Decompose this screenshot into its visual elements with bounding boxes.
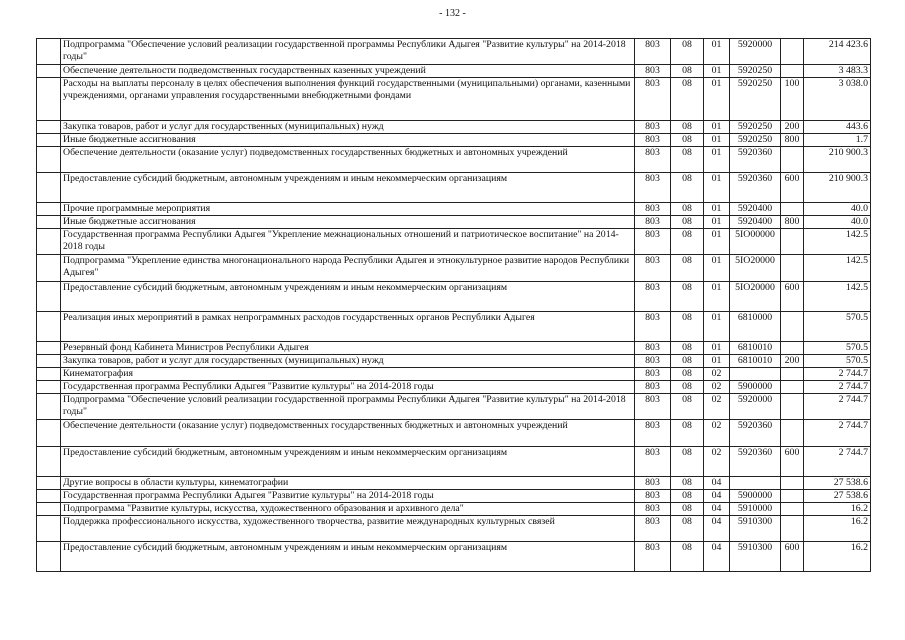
target-article-cell: 6810010 [730,342,781,355]
subsection-code-cell: 01 [704,282,730,312]
expense-type-cell [781,39,804,65]
subsection-code-cell: 02 [704,394,730,420]
row-margin-cell [37,229,61,255]
row-margin-cell [37,381,61,394]
expense-type-cell [781,147,804,173]
section-code-cell: 08 [671,312,704,342]
expense-name-cell: Иные бюджетные ассигнования [61,134,635,147]
subsection-code-cell: 02 [704,420,730,447]
section-code-cell: 08 [671,203,704,216]
amount-cell: 3 038.0 [804,78,871,121]
row-margin-cell [37,216,61,229]
table-row [37,312,871,342]
section-code-cell: 08 [671,342,704,355]
expense-type-cell: 800 [781,216,804,229]
amount-cell: 570.5 [804,355,871,368]
expense-type-cell [781,368,804,381]
amount-cell: 1.7 [804,134,871,147]
department-code-cell: 803 [635,65,671,78]
section-code-cell: 08 [671,147,704,173]
expense-type-cell [781,255,804,282]
expense-type-cell: 600 [781,542,804,572]
budget-table [36,38,871,572]
target-article-cell: 5920360 [730,420,781,447]
expense-name-cell: Кинематография [61,368,635,381]
table-row [37,65,871,78]
table-row [37,173,871,203]
target-article-cell: 5900000 [730,490,781,503]
expense-type-cell [781,420,804,447]
department-code-cell: 803 [635,147,671,173]
table-row [37,394,871,420]
row-margin-cell [37,490,61,503]
section-code-cell: 08 [671,216,704,229]
amount-cell: 443.6 [804,121,871,134]
target-article-cell: 5900000 [730,381,781,394]
expense-name-cell: Предоставление субсидий бюджетным, автономным учреждениям и иным некоммерческим организациям [61,542,635,572]
row-margin-cell [37,78,61,121]
expense-type-cell: 200 [781,121,804,134]
target-article-cell: 5910300 [730,516,781,542]
row-margin-cell [37,39,61,65]
section-code-cell: 08 [671,477,704,490]
subsection-code-cell: 01 [704,65,730,78]
expense-type-cell: 200 [781,355,804,368]
amount-cell: 570.5 [804,342,871,355]
amount-cell: 210 900.3 [804,173,871,203]
subsection-code-cell: 02 [704,447,730,477]
department-code-cell: 803 [635,420,671,447]
amount-cell: 27 538.6 [804,477,871,490]
section-code-cell: 08 [671,503,704,516]
expense-type-cell [781,381,804,394]
row-margin-cell [37,542,61,572]
department-code-cell: 803 [635,121,671,134]
amount-cell: 16.2 [804,542,871,572]
subsection-code-cell: 04 [704,490,730,503]
row-margin-cell [37,312,61,342]
subsection-code-cell: 04 [704,542,730,572]
amount-cell: 3 483.3 [804,65,871,78]
target-article-cell: 5IO20000 [730,282,781,312]
subsection-code-cell: 01 [704,147,730,173]
table-row [37,78,871,121]
amount-cell: 40.0 [804,203,871,216]
subsection-code-cell: 01 [704,342,730,355]
department-code-cell: 803 [635,39,671,65]
expense-name-cell: Обеспечение деятельности (оказание услуг) подведомственных государственных бюджетных и автономных учреждений [61,147,635,173]
expense-type-cell [781,516,804,542]
target-article-cell: 5910000 [730,503,781,516]
expense-name-cell: Закупка товаров, работ и услуг для государственных (муниципальных) нужд [61,355,635,368]
table-row [37,516,871,542]
row-margin-cell [37,147,61,173]
section-code-cell: 08 [671,282,704,312]
table-row [37,490,871,503]
row-margin-cell [37,65,61,78]
target-article-cell [730,368,781,381]
target-article-cell: 5920000 [730,394,781,420]
row-margin-cell [37,368,61,381]
expense-name-cell: Подпрограмма "Обеспечение условий реализации государственной программы Республики Адыгея "Развитие культуры" на 2014-2018 годы" [61,394,635,420]
expense-name-cell: Иные бюджетные ассигнования [61,216,635,229]
section-code-cell: 08 [671,381,704,394]
section-code-cell: 08 [671,394,704,420]
target-article-cell: 5920250 [730,65,781,78]
expense-type-cell: 600 [781,173,804,203]
table-row [37,381,871,394]
target-article-cell: 5920250 [730,121,781,134]
table-row [37,420,871,447]
row-margin-cell [37,447,61,477]
department-code-cell: 803 [635,394,671,420]
target-article-cell: 5920360 [730,147,781,173]
table-row [37,229,871,255]
target-article-cell: 5IO00000 [730,229,781,255]
target-article-cell: 5IO20000 [730,255,781,282]
table-row [37,342,871,355]
row-margin-cell [37,394,61,420]
section-code-cell: 08 [671,420,704,447]
table-row [37,39,871,65]
section-code-cell: 08 [671,447,704,477]
row-margin-cell [37,342,61,355]
target-article-cell: 5920400 [730,203,781,216]
subsection-code-cell: 04 [704,503,730,516]
expense-type-cell [781,65,804,78]
department-code-cell: 803 [635,516,671,542]
department-code-cell: 803 [635,490,671,503]
amount-cell: 2 744.7 [804,368,871,381]
target-article-cell [730,477,781,490]
expense-name-cell: Подпрограмма "Укрепление единства многонационального народа Республики Адыгея и этнокультурное развитие народов Республики Адыгея" [61,255,635,282]
department-code-cell: 803 [635,542,671,572]
subsection-code-cell: 01 [704,255,730,282]
department-code-cell: 803 [635,477,671,490]
section-code-cell: 08 [671,542,704,572]
section-code-cell: 08 [671,255,704,282]
department-code-cell: 803 [635,381,671,394]
expense-name-cell: Другие вопросы в области культуры, кинематографии [61,477,635,490]
expense-type-cell: 100 [781,78,804,121]
subsection-code-cell: 01 [704,173,730,203]
department-code-cell: 803 [635,355,671,368]
page-number: - 132 - [439,8,466,19]
subsection-code-cell: 01 [704,121,730,134]
department-code-cell: 803 [635,78,671,121]
amount-cell: 570.5 [804,312,871,342]
amount-cell: 16.2 [804,503,871,516]
expense-name-cell: Предоставление субсидий бюджетным, автономным учреждениям и иным некоммерческим организациям [61,282,635,312]
amount-cell: 2 744.7 [804,447,871,477]
row-margin-cell [37,355,61,368]
table-row [37,477,871,490]
section-code-cell: 08 [671,39,704,65]
table-row [37,203,871,216]
table-row [37,542,871,572]
department-code-cell: 803 [635,342,671,355]
expense-name-cell: Расходы на выплаты персоналу в целях обеспечения выполнения функций государственными (муниципальными) органами, казенными учреждениями, органами управления государственными внебюджетными фондами [61,78,635,121]
target-article-cell: 6810010 [730,355,781,368]
table-row [37,255,871,282]
amount-cell: 27 538.6 [804,490,871,503]
expense-type-cell [781,503,804,516]
subsection-code-cell: 01 [704,39,730,65]
expense-name-cell: Предоставление субсидий бюджетным, автономным учреждениям и иным некоммерческим организациям [61,173,635,203]
row-margin-cell [37,134,61,147]
section-code-cell: 08 [671,516,704,542]
subsection-code-cell: 02 [704,381,730,394]
target-article-cell: 6810000 [730,312,781,342]
target-article-cell: 5920400 [730,216,781,229]
subsection-code-cell: 04 [704,477,730,490]
subsection-code-cell: 01 [704,216,730,229]
target-article-cell: 5920360 [730,447,781,477]
amount-cell: 16.2 [804,516,871,542]
expense-name-cell: Предоставление субсидий бюджетным, автономным учреждениям и иным некоммерческим организациям [61,447,635,477]
row-margin-cell [37,516,61,542]
table-row [37,282,871,312]
expense-type-cell: 600 [781,282,804,312]
expense-type-cell [781,229,804,255]
table-row [37,503,871,516]
target-article-cell: 5920250 [730,134,781,147]
expense-type-cell [781,342,804,355]
section-code-cell: 08 [671,134,704,147]
table-row [37,147,871,173]
subsection-code-cell: 01 [704,229,730,255]
department-code-cell: 803 [635,229,671,255]
expense-type-cell [781,312,804,342]
expense-name-cell: Государственная программа Республики Адыгея "Развитие культуры" на 2014-2018 годы [61,381,635,394]
expense-name-cell: Подпрограмма "Развитие культуры, искусства, художественного образования и архивного дела" [61,503,635,516]
expense-name-cell: Прочие программные мероприятия [61,203,635,216]
expense-name-cell: Государственная программа Республики Адыгея "Укрепление межнациональных отношений и патриотическое воспитание" на 2014-2018 годы [61,229,635,255]
table-row [37,121,871,134]
row-margin-cell [37,420,61,447]
table-row [37,355,871,368]
expense-type-cell: 600 [781,447,804,477]
section-code-cell: 08 [671,229,704,255]
department-code-cell: 803 [635,216,671,229]
expense-name-cell: Резервный фонд Кабинета Министров Республики Адыгея [61,342,635,355]
expense-type-cell [781,490,804,503]
row-margin-cell [37,173,61,203]
expense-name-cell: Закупка товаров, работ и услуг для государственных (муниципальных) нужд [61,121,635,134]
row-margin-cell [37,203,61,216]
department-code-cell: 803 [635,134,671,147]
target-article-cell: 5920250 [730,78,781,121]
department-code-cell: 803 [635,447,671,477]
subsection-code-cell: 01 [704,355,730,368]
section-code-cell: 08 [671,490,704,503]
amount-cell: 142.5 [804,282,871,312]
subsection-code-cell: 01 [704,203,730,216]
amount-cell: 142.5 [804,255,871,282]
section-code-cell: 08 [671,78,704,121]
expense-type-cell [781,394,804,420]
amount-cell: 2 744.7 [804,420,871,447]
department-code-cell: 803 [635,173,671,203]
expense-name-cell: Государственная программа Республики Адыгея "Развитие культуры" на 2014-2018 годы [61,490,635,503]
subsection-code-cell: 01 [704,312,730,342]
table-row [37,134,871,147]
table-row [37,368,871,381]
row-margin-cell [37,477,61,490]
expense-name-cell: Обеспечение деятельности подведомственных государственных казенных учреждений [61,65,635,78]
expense-type-cell [781,203,804,216]
department-code-cell: 803 [635,203,671,216]
department-code-cell: 803 [635,312,671,342]
subsection-code-cell: 01 [704,134,730,147]
target-article-cell: 5920360 [730,173,781,203]
expense-name-cell: Реализация иных мероприятий в рамках непрограммных расходов государственных органов Республики Адыгея [61,312,635,342]
target-article-cell: 5920000 [730,39,781,65]
expense-type-cell: 800 [781,134,804,147]
section-code-cell: 08 [671,121,704,134]
table-row [37,447,871,477]
department-code-cell: 803 [635,282,671,312]
expense-type-cell [781,477,804,490]
amount-cell: 2 744.7 [804,381,871,394]
amount-cell: 210 900.3 [804,147,871,173]
amount-cell: 40.0 [804,216,871,229]
section-code-cell: 08 [671,65,704,78]
subsection-code-cell: 01 [704,78,730,121]
department-code-cell: 803 [635,368,671,381]
subsection-code-cell: 04 [704,516,730,542]
row-margin-cell [37,282,61,312]
row-margin-cell [37,121,61,134]
amount-cell: 2 744.7 [804,394,871,420]
section-code-cell: 08 [671,355,704,368]
section-code-cell: 08 [671,173,704,203]
row-margin-cell [37,503,61,516]
section-code-cell: 08 [671,368,704,381]
expense-name-cell: Обеспечение деятельности (оказание услуг) подведомственных государственных бюджетных и автономных учреждений [61,420,635,447]
amount-cell: 214 423.6 [804,39,871,65]
department-code-cell: 803 [635,503,671,516]
target-article-cell: 5910300 [730,542,781,572]
row-margin-cell [37,255,61,282]
table-row [37,216,871,229]
amount-cell: 142.5 [804,229,871,255]
department-code-cell: 803 [635,255,671,282]
expense-name-cell: Поддержка профессионального искусства, художественного творчества, развитие международных культурных связей [61,516,635,542]
subsection-code-cell: 02 [704,368,730,381]
expense-name-cell: Подпрограмма "Обеспечение условий реализации государственной программы Республики Адыгея "Развитие культуры" на 2014-2018 годы" [61,39,635,65]
